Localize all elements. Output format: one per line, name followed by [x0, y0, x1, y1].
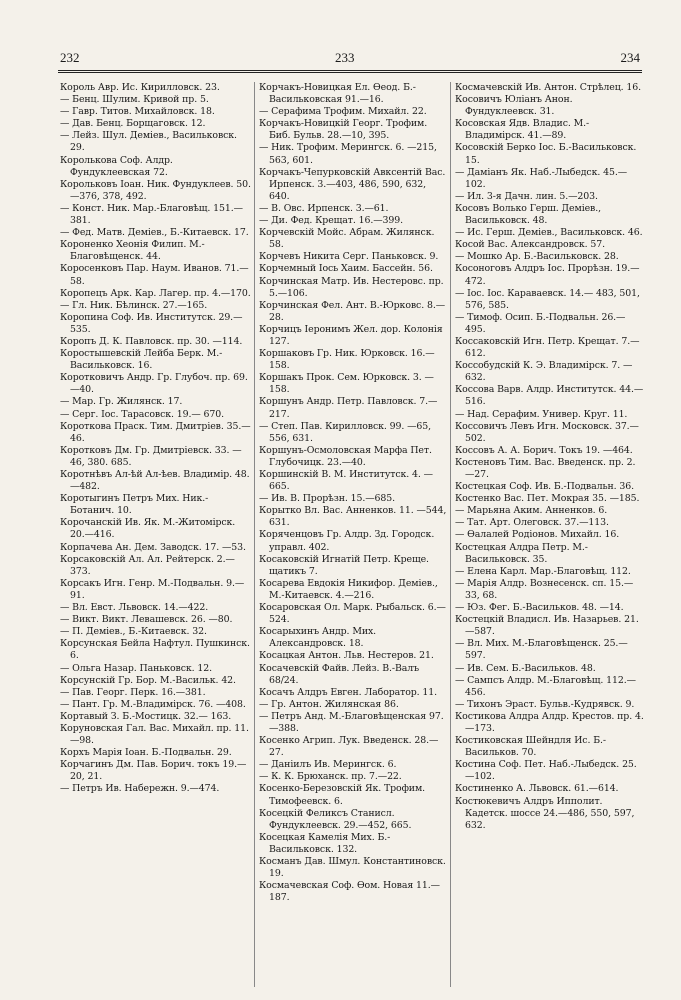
- directory-entry: Корчемный Іось Хаим. Бассейн. 56.: [259, 263, 433, 275]
- directory-entry: Костецкая Алдра Петр. М.-Васильковск. 35.: [455, 541, 588, 565]
- directory-entry: Косовичъ Юліанъ Анон. Фундуклеевск. 31.: [455, 94, 573, 118]
- directory-entry: Костикова Алдра Алдр. Крестов. пр. 4.—173.: [455, 710, 644, 734]
- directory-entry: — Гавр. Титов. Михайловск. 18.: [60, 106, 215, 118]
- directory-entry: Косоноговъ Алдръ Іос. Прорѣзн. 19.—472.: [455, 263, 640, 287]
- directory-entry: Костецкій Владисл. Ив. Назарьев. 21.—587.: [455, 614, 639, 638]
- directory-entry: — П. Демiев., Б.-Китаевск. 32.: [60, 626, 207, 638]
- directory-entry: — Вл. Евст. Львовск. 14.—422.: [60, 602, 209, 614]
- directory-entry: — Тат. Арт. Олеговск. 37.—113.: [455, 517, 609, 529]
- directory-entry: Космачевскій Ив. Антон. Стрѣлец. 16.: [455, 82, 642, 93]
- directory-entry: Косовскій Берко Іос. Б.-Васильковск. 15.: [455, 142, 637, 166]
- directory-entry: — Конст. Ник. Мар.-Благовѣщ. 151.—381.: [60, 202, 243, 227]
- header-rule: [58, 70, 642, 73]
- directory-entry: Костиненко А. Львовск. 61.—614.: [455, 783, 619, 795]
- directory-entry: — Фед. Матв. Демiев., Б.-Китаевск. 17.: [60, 227, 249, 239]
- directory-entry: Корчакъ-Новицкій Георг. Трофим. Биб. Бульв. 28.—10, 395.: [259, 118, 428, 142]
- directory-entry: Коссова Варв. Алдр. Институтск. 44.—516.: [455, 384, 644, 408]
- directory-entry: Коропина Соф. Ив. Институтск. 29.—535.: [60, 311, 243, 335]
- directory-entry: — Марія Алдр. Вознесенск. сп. 15.—33, 68.: [455, 577, 634, 601]
- directory-entry: Короненко Хеонія Филип. М.-Благовѣщенск. 44.: [60, 239, 205, 263]
- directory-entry: Коршинскій В. М. Институтск. 4. —665.: [259, 469, 433, 493]
- directory-entry: Корсаковскій Ал. Ал. Рейтерск. 2.—373.: [60, 553, 235, 577]
- directory-entry: Косой Вас. Александровск. 57.: [455, 239, 606, 251]
- directory-entry: Коротковъ Дм. Гр. Дмитріевск. 33. —46, 380. 685.: [60, 444, 242, 468]
- column-3: [450, 82, 646, 987]
- directory-entry: Коршаковъ Гр. Ник. Юрковск. 16.—158.: [259, 348, 435, 372]
- directory-entry: Косаковскій Игнатій Петр. Креще. щатикъ 7.: [259, 553, 429, 577]
- directory-entry: — К. К. Брюханск. пр. 7.—22.: [259, 771, 402, 783]
- column-2: [254, 82, 450, 987]
- directory-entry: Космачевская Соф. Өом. Новая 11.—187.: [259, 880, 440, 904]
- directory-entry: Корочанскій Ив. Як. М.-Житомірск. 20.—416.: [60, 517, 236, 541]
- directory-entry: Косачъ Алдръ Евген. Лаборатор. 11.: [259, 686, 438, 698]
- directory-entry: Костина Соф. Пет. Наб.-Лыбедск. 25.—102.: [455, 759, 637, 783]
- page-number-right: 234: [620, 50, 640, 65]
- directory-entry: Коссовичъ Левъ Игн. Московск. 37.—502.: [455, 420, 639, 444]
- directory-entry: Корчакъ-Чепурковскій Авксентій Вас. Ирпенск. 3.—403, 486, 590, 632, 640.: [259, 166, 446, 202]
- directory-entry: — Ив. Сем. Б.-Васильков. 48.: [455, 662, 596, 674]
- directory-entry: — В. Овс. Ирпенск. 3.—61.: [259, 202, 389, 214]
- directory-entry: — Серг. Іос. Тарасовск. 19.— 670.: [60, 408, 225, 420]
- directory-entry: — Іос. Іос. Караваевск. 14.— 483, 501, 576, 585.: [455, 287, 640, 311]
- directory-entry: Коростышевскій Лейба Берк. М.-Васильковск. 16.: [60, 348, 223, 372]
- directory-entry: Коротнѣвъ Ал-ѣй Ал-ѣев. Владимір. 48.—482.: [60, 469, 250, 493]
- directory-entry: Косачевскій Файв. Лейз. В.-Валъ 68/24.: [259, 662, 419, 686]
- directory-entry: Коротыгинъ Петръ Мих. Ник.-Ботанич. 10.: [60, 493, 209, 517]
- directory-entry: Корсакъ Игн. Генр. М.-Подвальн. 9.—91.: [60, 577, 245, 601]
- directory-entry: Корчакъ-Новицкая Ел. Өеод. Б.-Васильковская 91.—16.: [259, 82, 416, 106]
- directory-entry: Коршунъ Андр. Петр. Павловск. 7.—217.: [259, 396, 438, 420]
- directory-entry: — Мар. Гр. Жилянск. 17.: [60, 396, 183, 408]
- directory-entry: Коропъ Д. К. Павловск. пр. 30. —114.: [60, 335, 243, 347]
- directory-entry: — Гл. Ник. Бѣлинск. 27.—165.: [60, 299, 208, 311]
- directory-entry: — Тихонъ Эраст. Бульв.-Кудрявск. 9.: [455, 698, 635, 710]
- directory-entry: Корчагинъ Дм. Пав. Борич. токъ 19.—20, 21.: [60, 759, 247, 783]
- directory-entry: Косовъ Волько Герш. Демiев., Васильковск. 48.: [455, 202, 601, 227]
- directory-entry: Косовская Ядв. Владис. М.-Владимірск. 41.—89.: [455, 118, 590, 142]
- directory-entry: — Над. Серафим. Универ. Круг. 11.: [455, 408, 628, 420]
- directory-entry: Косенко Агрип. Лук. Введенск. 28.—27.: [259, 735, 439, 759]
- directory-entry: Корсунская Бейла Нафтул. Пушкинск. 6.: [60, 638, 250, 662]
- directory-entry: — Ил. 3-я Дачн. лин. 5.—203.: [455, 190, 598, 202]
- directory-entry: — Бенц. Шулим. Кривой пр. 5.: [60, 94, 209, 106]
- directory-entry: — Ив. В. Прорѣзн. 15.—685.: [259, 493, 395, 505]
- directory-entry: — Ник. Трофим. Мерингск. 6. —215, 563, 601.: [259, 142, 437, 166]
- directory-entry: Костецкая Соф. Ив. Б.-Подвальн. 36.: [455, 481, 634, 493]
- directory-entry: Корхъ Марія Іоан. Б.-Подвальн. 29.: [60, 747, 232, 759]
- directory-columns: [58, 82, 648, 987]
- directory-entry: — Серафима Трофим. Михайл. 22.: [259, 106, 427, 118]
- directory-entry: Костиковская Шейндля Ис. Б.-Васильков. 70.: [455, 735, 606, 759]
- directory-entry: — Елена Карл. Мар.-Благовѣщ. 112.: [455, 565, 631, 577]
- directory-entry: — Викт. Викт. Левашевск. 26. —80.: [60, 614, 233, 626]
- directory-entry: — Юз. Фег. Б.-Васильков. 48. —14.: [455, 602, 624, 614]
- directory-entry: — Дав. Бенц. Борщаговск. 12.: [60, 118, 206, 130]
- directory-entry: Коруновская Гал. Вас. Михайл. пр. 11.—98.: [60, 722, 249, 747]
- directory-entry: Корытко Вл. Вас. Анненков. 11. —544, 631.: [259, 505, 447, 529]
- directory-entry: Коссобудскій К. Э. Владимірск. 7. —632.: [455, 360, 633, 384]
- directory-entry: Корсунскій Гр. Бор. М.-Васильк. 42.: [60, 674, 236, 686]
- page-number-left: 232: [60, 50, 80, 65]
- directory-entry: Косенко-Березовскій Як. Трофим. Тимофеевск. 6.: [259, 783, 426, 807]
- page-number-center: 233: [335, 50, 355, 65]
- directory-entry: Коссовъ А. А. Борич. Токъ 19. —464.: [455, 444, 633, 456]
- directory-entry: Коршунъ-Осмоловская Марфа Пет. Глубочицк. 23.—40.: [259, 444, 432, 468]
- directory-entry: Косацкая Антон. Льв. Нестеров. 21.: [259, 650, 434, 662]
- directory-entry: — Пав. Георг. Перк. 16.—381.: [60, 686, 206, 698]
- directory-entry: Корчинская Фел. Ант. В.-Юрковс. 8.—28.: [259, 299, 445, 323]
- directory-entry: Коропецъ Арк. Кар. Лагер. пр. 4.—170.: [60, 287, 251, 299]
- directory-entry: — Сампсъ Алдр. М.-Благовѣщ. 112.—456.: [455, 674, 636, 698]
- directory-entry: — Степ. Пав. Кирилловск. 99. —65, 556, 631.: [259, 420, 432, 444]
- directory-entry: — Вл. Мих. М.-Благовѣщенск. 25.—597.: [455, 638, 628, 662]
- directory-entry: Корпачева Ан. Дем. Заводск. 17. —53.: [60, 541, 246, 553]
- directory-entry: Коросенковъ Пар. Наум. Иванов. 71.—58.: [60, 263, 249, 287]
- directory-entry: — Пант. Гр. М.-Владимірск. 76. —408.: [60, 698, 246, 710]
- column-1: [58, 82, 254, 987]
- directory-entry: Корчевъ Никита Серг. Паньковск. 9.: [259, 251, 439, 263]
- directory-entry: — Гр. Антон. Жилянская 86.: [259, 698, 399, 710]
- directory-entry: — Тимоф. Осип. Б.-Подвальн. 26.—495.: [455, 311, 626, 335]
- directory-entry: — Петръ Анд. М.-Благовѣщенская 97.—388.: [259, 710, 444, 734]
- directory-entry: Король Авр. Ис. Кирилловск. 23.: [60, 82, 220, 93]
- directory-entry: Кортавый З. Б.-Мостицк. 32.— 163.: [60, 710, 232, 722]
- directory-entry: — Петръ Ив. Набережн. 9.—474.: [60, 783, 220, 795]
- directory-entry: — Ольга Назар. Паньковск. 12.: [60, 662, 212, 674]
- directory-entry: Королькова Соф. Алдр. Фундуклеевская 72.: [60, 154, 173, 178]
- directory-entry: Корольковъ Іоан. Ник. Фундуклеев. 50.—376, 378, 492.: [60, 178, 251, 202]
- directory-entry: — Марьяна Аким. Анненков. 6.: [455, 505, 608, 517]
- directory-entry: — Ис. Герш. Демiев., Васильковск. 46.: [455, 227, 643, 239]
- directory-entry: Корчинская Матр. Ив. Нестеровс. пр. 5.—106.: [259, 275, 444, 299]
- directory-entry: Косарева Евдокія Никифор. Демiев., М.-Китаевск. 4.—216.: [259, 577, 438, 601]
- directory-entry: Короткова Праск. Тим. Дмитріев. 35.—46.: [60, 420, 251, 444]
- directory-entry: Косманъ Дав. Шмул. Константиновск. 19.: [259, 856, 446, 880]
- directory-entry: Косарыхинъ Андр. Мих. Александровск. 18.: [259, 626, 377, 650]
- directory-entry: Корчицъ Іеронимъ Жел. дор. Колонія 127.: [259, 323, 443, 347]
- directory-entry: Корчевскій Мойс. Абрам. Жилянск. 58.: [259, 227, 435, 251]
- directory-entry: Коряченцовъ Гр. Алдр. Зд. Городск. управл. 402.: [259, 529, 435, 553]
- directory-entry: — Мошко Ар. Б.-Васильковск. 28.: [455, 251, 619, 263]
- page-numbers: [60, 50, 640, 68]
- directory-entry: Костенко Вас. Пет. Мокрая 35. —185.: [455, 493, 640, 505]
- directory-entry: Косецкая Камелія Мих. Б.-Васильковск. 132.: [259, 831, 391, 855]
- directory-entry: — Даміанъ Як. Наб.-Лыбедск. 45.—102.: [455, 166, 627, 190]
- directory-entry: Костеновъ Тим. Вас. Введенск. пр. 2.—27.: [455, 456, 636, 480]
- directory-entry: — Ди. Фед. Крещат. 16.—399.: [259, 215, 403, 227]
- directory-entry: Коссаковскій Игн. Петр. Крещат. 7.—612.: [455, 335, 640, 360]
- directory-entry: Костюкевичъ Алдръ Ипполит. Кадетск. шоссе 24.—486, 550, 597, 632.: [455, 795, 635, 831]
- directory-entry: Коршакъ Прок. Сем. Юрковск. 3. —158.: [259, 372, 434, 396]
- directory-entry: — Лейз. Шул. Демiев., Васильковск. 29.: [60, 130, 237, 154]
- directory-entry: Коротковичъ Андр. Гр. Глубоч. пр. 69.—40.: [60, 372, 248, 396]
- directory-entry: — Өалалей Родіонов. Михайл. 16.: [455, 529, 620, 541]
- directory-entry: Косаровская Ол. Марк. Рыбальск. 6.—524.: [259, 602, 446, 626]
- directory-entry: Косецкій Феликсъ Станисл. Фундуклеевск. 29.—452, 665.: [259, 807, 412, 831]
- directory-entry: — Даніилъ Ив. Мерингск. 6.: [259, 759, 397, 771]
